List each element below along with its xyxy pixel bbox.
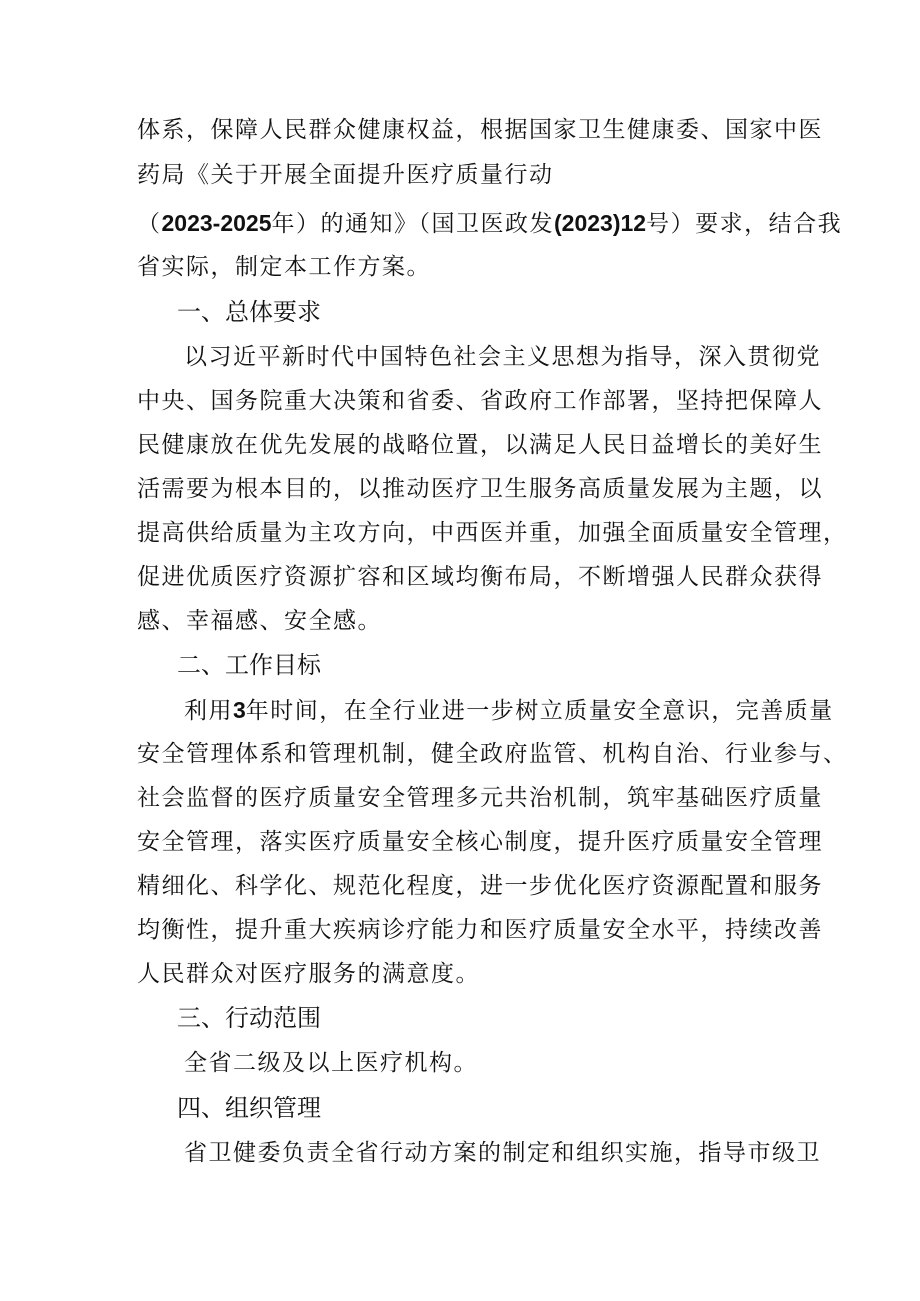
section2-line: 安全管理，落实医疗质量安全核心制度，提升医疗质量安全管理 xyxy=(137,829,823,855)
section2-first-pre: 利用 xyxy=(184,698,233,724)
years-count: 3 xyxy=(233,697,246,723)
intro-line-3-end: 号）要求，结合我 xyxy=(646,211,843,237)
intro-line-2: 药局《关于开展全面提升医疗质量行动 xyxy=(137,162,554,188)
intro-line-1: 体系，保障人民群众健康权益，根据国家卫生健康委、国家中医 xyxy=(137,117,823,143)
section1-line: 促进优质医疗资源扩容和区域均衡布局，不断增强人民群众获得 xyxy=(137,564,823,590)
section1-line: 中央、国务院重大决策和省委、省政府工作部署，坚持把保障人 xyxy=(137,388,823,414)
intro-line-4: 省实际，制定本工作方案。 xyxy=(137,254,431,280)
section1-line: 以习近平新时代中国特色社会主义思想为指导，深入贯彻党 xyxy=(184,344,821,370)
section1-line: 感、幸福感、安全感。 xyxy=(137,608,382,634)
section-heading-3: 三、行动范围 xyxy=(177,1004,321,1032)
section1-line: 提高供给质量为主攻方向，中西医并重，加强全面质量安全管理， xyxy=(137,520,848,546)
section2-first-post: 年时间，在全行业进一步树立质量安全意识，完善质量 xyxy=(245,698,834,724)
section-heading-2: 二、工作目标 xyxy=(177,651,321,679)
section1-line: 活需要为根本目的，以推动医疗卫生服务高质量发展为主题，以 xyxy=(137,476,823,502)
section2-line: 精细化、科学化、规范化程度，进一步优化医疗资源配置和服务 xyxy=(137,873,823,899)
section1-line: 民健康放在优先发展的战略位置，以满足人民日益增长的美好生 xyxy=(137,432,823,458)
section4-line: 省卫健委负责全省行动方案的制定和组织实施，指导市级卫 xyxy=(184,1140,821,1166)
document-number: (2023)12 xyxy=(554,210,647,236)
section-heading-1: 一、总体要求 xyxy=(177,298,321,326)
year-range: 2023-2025 xyxy=(161,210,272,236)
section3-line: 全省二级及以上医疗机构。 xyxy=(184,1050,478,1076)
section2-line-first xyxy=(184,690,834,730)
section2-line: 均衡性，提升重大疾病诊疗能力和医疗质量安全水平，持续改善 xyxy=(137,917,823,943)
paren-open: （ xyxy=(137,211,162,237)
section2-line: 人民群众对医疗服务的满意度。 xyxy=(137,961,480,987)
section2-line: 安全管理体系和管理机制，健全政府监管、机构自治、行业参与、 xyxy=(137,741,848,767)
intro-line-3-mid: 年）的通知》（国卫医政发 xyxy=(271,211,554,237)
section-heading-4: 四、组织管理 xyxy=(177,1094,321,1122)
intro-line-3 xyxy=(137,203,843,243)
section2-line: 社会监督的医疗质量安全管理多元共治机制，筑牢基础医疗质量 xyxy=(137,785,823,811)
